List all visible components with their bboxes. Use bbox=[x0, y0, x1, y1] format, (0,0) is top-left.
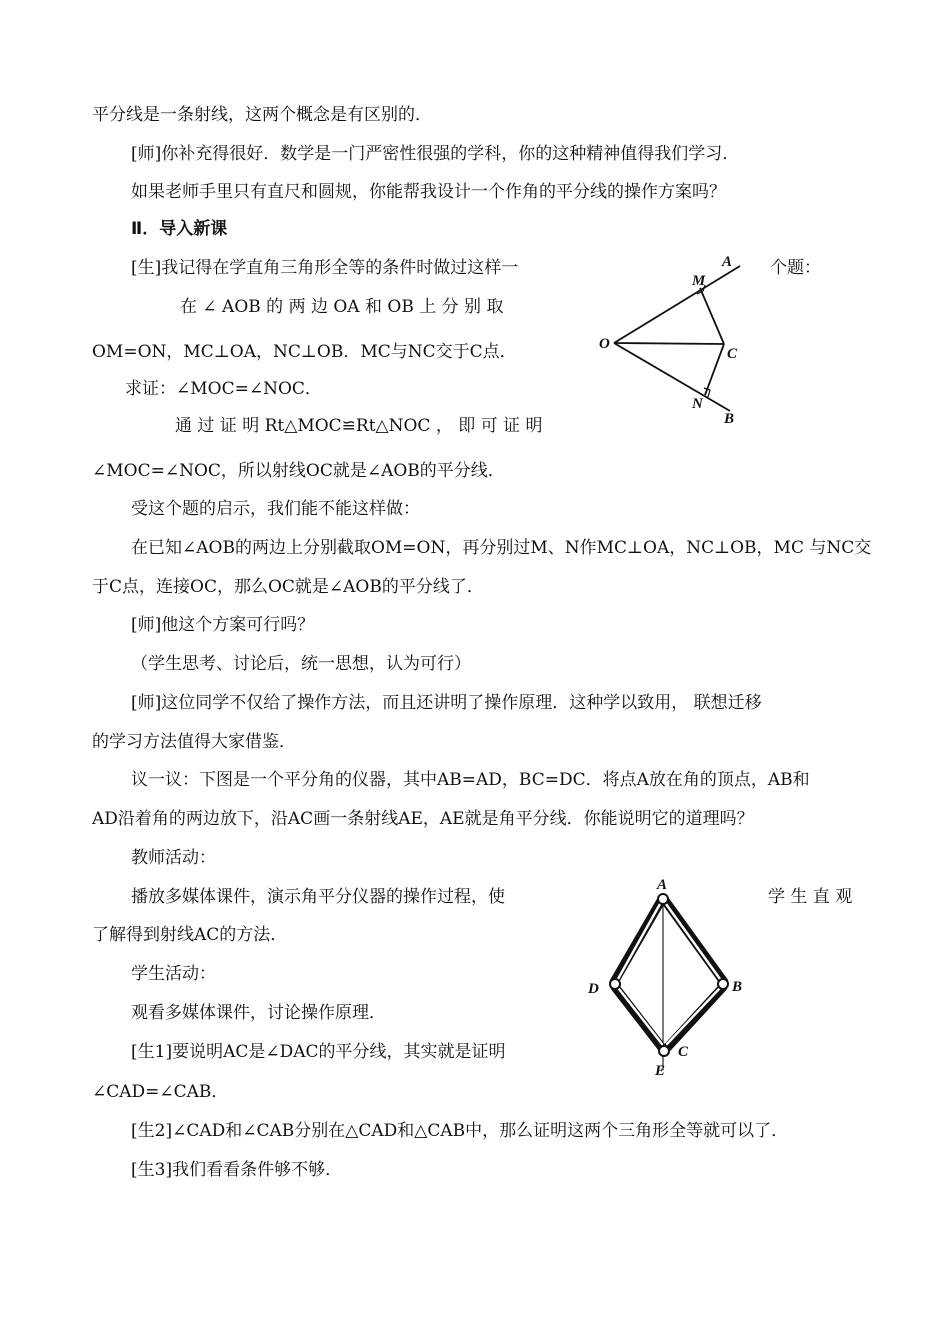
rod-ab bbox=[664, 899, 724, 982]
paragraph-line: （学生思考、讨论后，统一思想，认为可行） bbox=[131, 654, 471, 674]
paragraph-line: [生1]要说明AC是∠DAC的平分线，其实就是证明 bbox=[131, 1042, 506, 1062]
ray-oa bbox=[614, 266, 740, 343]
paragraph-line: [师]你补充得很好．数学是一门严密性很强的学科，你的这种精神值得我们学习． bbox=[131, 144, 740, 164]
label-c: C bbox=[727, 346, 738, 362]
label-e: E bbox=[655, 1063, 666, 1079]
pivot-c bbox=[659, 1046, 669, 1056]
paragraph-line: 于C点，连接OC，那么OC就是∠AOB的平分线了． bbox=[92, 577, 484, 597]
label-d: D bbox=[588, 981, 599, 997]
pivot-b bbox=[718, 979, 728, 989]
label-b: B bbox=[724, 411, 735, 427]
paragraph-line: 学生活动： bbox=[131, 964, 216, 984]
paragraph-line: 求证：∠MOC=∠NOC． bbox=[125, 379, 322, 399]
paragraph-line: OM=ON，MC⊥OA，NC⊥OB．MC与NC交于C点． bbox=[92, 342, 517, 362]
paragraph-line: [生2]∠CAD和∠CAB分别在△CAD和△CAB中，那么证明这两个三角形全等就可以了． bbox=[131, 1121, 789, 1141]
paragraph-line: 的学习方法值得大家借鉴． bbox=[92, 732, 296, 752]
paragraph-line: 在已知∠AOB的两边上分别截取OM=ON，再分别过M、N作MC⊥OA，NC⊥OB，MC 与NC交 bbox=[131, 538, 872, 558]
rod-dc bbox=[615, 987, 663, 1049]
label-n: N bbox=[692, 396, 703, 412]
angle-bisector-proof-figure bbox=[592, 250, 767, 435]
paragraph-line: 播放多媒体课件，演示角平分仪器的操作过程，使 bbox=[131, 887, 505, 907]
paragraph-line: [师]他这个方案可行吗？ bbox=[131, 615, 315, 635]
paragraph-line: 了解得到射线AC的方法． bbox=[92, 925, 288, 945]
pivot-a bbox=[658, 894, 668, 904]
paragraph-line: ∠MOC=∠NOC，所以射线OC就是∠AOB的平分线． bbox=[92, 461, 505, 481]
paragraph-line: [生3]我们看看条件够不够． bbox=[131, 1160, 343, 1180]
paragraph-line: 个题： bbox=[770, 258, 821, 278]
section-heading: Ⅱ．导入新课 bbox=[131, 219, 228, 239]
segment-nc bbox=[705, 344, 724, 395]
paragraph-line: 学 生 直 观 bbox=[768, 887, 853, 907]
paragraph-line: 通 过 证 明 Rt△MOC≌Rt△NOC ， 即 可 证 明 bbox=[175, 416, 543, 436]
paragraph-line: ∠CAD=∠CAB． bbox=[92, 1082, 229, 1102]
angle-bisector-instrument-figure bbox=[580, 875, 755, 1080]
paragraph-line: [师]这位同学不仅给了操作方法，而且还讲明了操作原理．这种学以致用， 联想迁移 bbox=[131, 693, 762, 713]
label-o: O bbox=[599, 336, 610, 352]
paragraph-line: 教师活动： bbox=[131, 848, 216, 868]
label-a: A bbox=[657, 877, 668, 893]
paragraph-line: 如果老师手里只有直尺和圆规，你能帮我设计一个作角的平分线的操作方案吗？ bbox=[131, 182, 726, 202]
paragraph-line: [生]我记得在学直角三角形全等的条件时做过这样一 bbox=[131, 258, 519, 278]
label-a: A bbox=[722, 254, 733, 270]
segment-oc bbox=[614, 343, 724, 344]
paragraph-line: 平分线是一条射线，这两个概念是有区别的． bbox=[92, 105, 432, 125]
paragraph-line: 议一议：下图是一个平分角的仪器，其中AB=AD，BC=DC．将点A放在角的顶点，AB和 bbox=[131, 770, 810, 790]
segment-mc bbox=[700, 288, 724, 344]
rod-bc bbox=[666, 987, 723, 1049]
paragraph-line: AD沿着角的两边放下，沿AC画一条射线AE，AE就是角平分线．你能说明它的道理吗？ bbox=[92, 809, 754, 829]
paragraph-line: 受这个题的启示，我们能不能这样做： bbox=[131, 499, 420, 519]
label-m: M bbox=[692, 273, 706, 289]
label-c: C bbox=[678, 1044, 689, 1060]
label-b: B bbox=[732, 979, 743, 995]
pivot-d bbox=[610, 979, 620, 989]
paragraph-line: 观看多媒体课件，讨论操作原理． bbox=[131, 1003, 386, 1023]
paragraph-line: 在 ∠ AOB 的 两 边 OA 和 OB 上 分 别 取 bbox=[180, 297, 504, 317]
